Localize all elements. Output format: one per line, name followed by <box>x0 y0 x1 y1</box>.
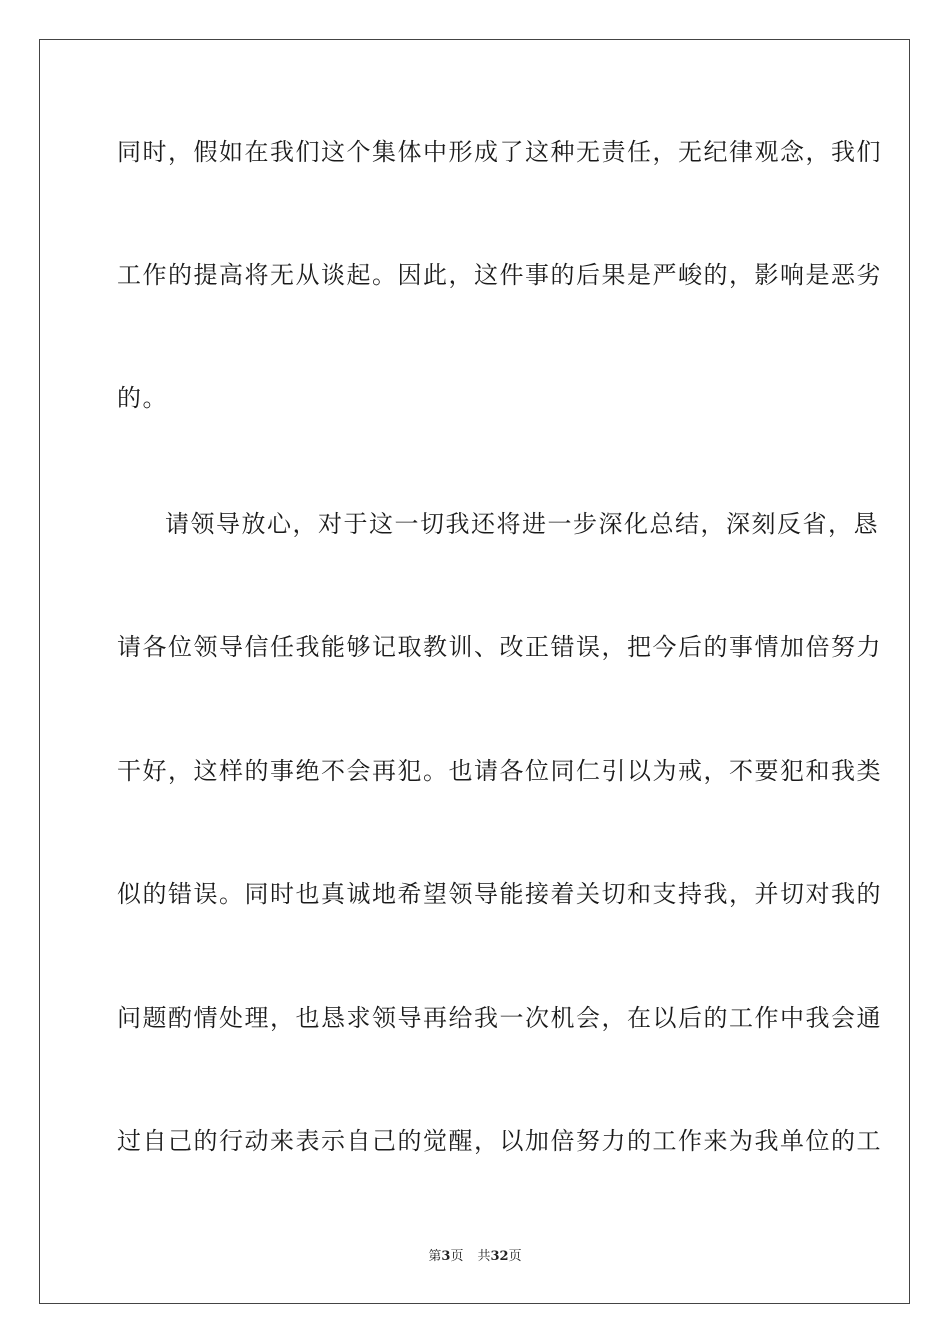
body-text-line: 请各位领导信任我能够记取教训、改正错误，把今后的事情加倍努力 <box>117 633 882 661</box>
page-number: 3 <box>441 1249 451 1264</box>
page-prefix: 第 <box>428 1249 442 1264</box>
page-footer <box>0 1248 950 1266</box>
body-text-line: 干好，这样的事绝不会再犯。也请各位同仁引以为戒，不要犯和我类 <box>117 757 882 785</box>
paragraph-first-line: 请领导放心，对于这一切我还将进一步深化总结，深刻反省，恳 <box>165 510 879 538</box>
body-text-line: 的。 <box>117 384 168 412</box>
page-border <box>39 39 910 1304</box>
body-text-line: 同时，假如在我们这个集体中形成了这种无责任，无纪律观念，我们 <box>117 138 882 166</box>
total-suffix: 页 <box>508 1249 522 1264</box>
total-pages: 32 <box>490 1249 509 1264</box>
body-text-line: 似的错误。同时也真诚地希望领导能接着关切和支持我，并切对我的 <box>117 880 882 908</box>
body-text-line: 过自己的行动来表示自己的觉醒，以加倍努力的工作来为我单位的工 <box>117 1127 882 1155</box>
page-suffix: 页 <box>450 1249 464 1264</box>
body-text-line: 工作的提高将无从谈起。因此，这件事的后果是严峻的，影响是恶劣 <box>117 261 882 289</box>
total-prefix: 共 <box>477 1249 491 1264</box>
body-text-line: 问题酌情处理，也恳求领导再给我一次机会，在以后的工作中我会通 <box>117 1004 882 1032</box>
